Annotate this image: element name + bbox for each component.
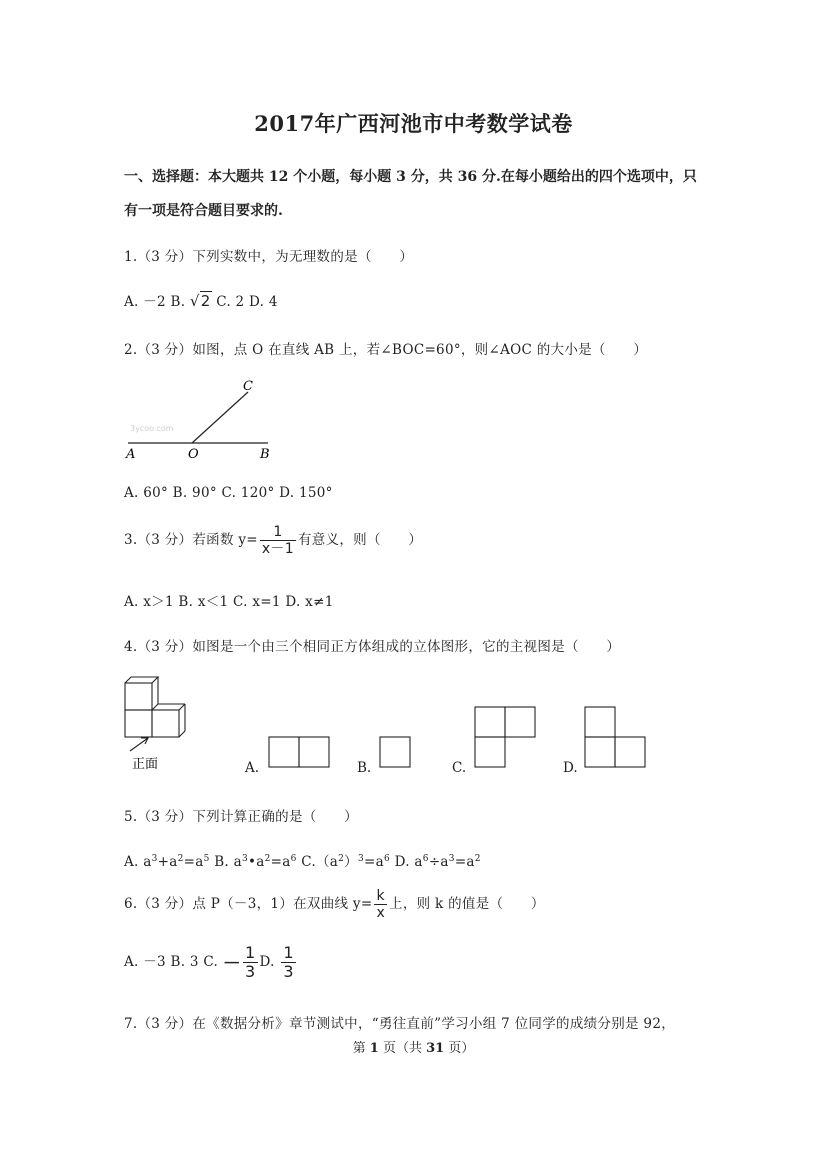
q4-option-b-label: B.	[357, 760, 372, 776]
q5-a-eq: =a	[183, 854, 204, 870]
q4-option-a-label: A.	[245, 760, 260, 776]
front-label: 正面	[132, 757, 159, 772]
q5-d-mid: ÷a	[428, 854, 449, 870]
question-1-stem: 1.（3 分）下列实数中，为无理数的是（ ）	[124, 249, 414, 265]
q3-frac-numerator: 1	[273, 524, 283, 540]
label-c: C	[243, 379, 253, 394]
footer-total-pages: 31	[426, 1041, 445, 1056]
question-6-options	[124, 944, 298, 981]
label-o: O	[188, 447, 199, 462]
q4-option-c-figure	[474, 706, 538, 770]
q3-stem-after: 有意义，则（ ）	[297, 532, 423, 548]
q6-stem-after: 上，则 k 的值是（ ）	[389, 896, 545, 912]
q5-c-exp2: 3	[357, 854, 365, 864]
q4-option-b-figure	[379, 736, 413, 770]
footer-pre: 第	[352, 1041, 370, 1056]
sqrt-symbol: √2	[189, 292, 211, 310]
question-4-stem: 4.（3 分）如图是一个由三个相同正方体组成的立体图形，它的主视图是（ ）	[124, 639, 621, 655]
q5-d-exp2: 3	[448, 854, 455, 864]
view-arrow	[130, 738, 148, 751]
question-3-stem	[124, 524, 422, 557]
q5-b-exp1: 3	[241, 854, 248, 864]
q1-option-cd-text: C. 2 D. 4	[211, 294, 278, 310]
footer-post: 页）	[444, 1041, 475, 1056]
q5-a-exp1: 3	[151, 854, 158, 864]
q3-fraction	[260, 524, 296, 557]
question-3-options: A. x＞1 B. x＜1 C. x=1 D. x≠1	[124, 594, 334, 610]
q3-stem-before: 3.（3 分）若函数 y=	[124, 532, 258, 548]
q4-solid-figure	[124, 676, 194, 776]
q6-option-c-fraction	[243, 944, 257, 981]
q6-frac-numerator: k	[376, 888, 385, 904]
question-5-stem: 5.（3 分）下列计算正确的是（ ）	[124, 809, 358, 825]
q6-c-denominator: 3	[245, 962, 256, 981]
footer-page-number: 1	[369, 1041, 379, 1056]
question-7-stem: 7.（3 分）在《数据分析》章节测试中，“勇往直前”学习小组 7 位同学的成绩分别是 92，	[124, 1016, 676, 1032]
footer-mid: 页（共	[378, 1041, 427, 1056]
q5-a-exp3: 5	[203, 854, 210, 864]
q5-a-mid: +a	[157, 854, 178, 870]
section-heading-line2: 有一项是符合题目要求的.	[124, 203, 283, 219]
q6-option-d-fraction	[281, 944, 295, 981]
q6-options-ab: A. －3 B. 3 C.	[124, 954, 223, 970]
q5-d-eq: =a	[454, 854, 475, 870]
q5-b-mid: •a	[248, 854, 265, 870]
q6-option-d-label: D.	[259, 954, 280, 970]
q6-d-numerator: 1	[283, 943, 294, 962]
question-6-stem	[124, 888, 545, 921]
q5-b-base: B. a	[209, 854, 242, 870]
q6-stem-before: 6.（3 分）点 P（－3，1）在双曲线 y=	[124, 896, 373, 912]
label-b: B	[260, 447, 270, 462]
q5-c-base: C.（a	[296, 854, 339, 870]
q5-a-exp2: 2	[177, 854, 184, 864]
q6-frac-denominator: x	[376, 905, 386, 921]
watermark: 3ycoo.com	[130, 424, 174, 433]
section-heading-line1: 一、选择题：本大题共 12 个小题，每小题 3 分，共 36 分.在每小题给出的四个选项中，只	[124, 169, 697, 185]
q6-d-denominator: 3	[283, 962, 294, 981]
q5-c-exp3: 6	[383, 854, 391, 864]
sqrt-radicand: 2	[200, 292, 211, 310]
q6-fraction	[374, 888, 387, 921]
question-5-options	[124, 850, 481, 870]
q4-option-c-label: C.	[452, 760, 467, 776]
page-title: 2017年广西河池市中考数学试卷	[254, 111, 573, 136]
q2-angle-figure	[124, 376, 284, 466]
q5-b-eq: =a	[270, 854, 291, 870]
q4-option-d-label: D.	[563, 760, 578, 776]
q5-d-exp1: 6	[422, 854, 429, 864]
ray-oc	[192, 392, 248, 443]
q5-b-exp2: 2	[264, 854, 271, 864]
question-1-options	[124, 290, 278, 310]
q4-option-d-figure	[584, 706, 648, 770]
q6-option-c-sign: －	[222, 953, 242, 975]
question-2-options: A. 60° B. 90° C. 120° D. 150°	[124, 485, 333, 501]
q1-option-ab-text: A. －2 B.	[124, 294, 190, 310]
q4-option-a-figure	[268, 736, 332, 770]
q5-c-eq: =a	[364, 854, 384, 870]
page-footer	[0, 1037, 827, 1056]
q5-c-mid: ）	[344, 854, 358, 870]
q6-c-numerator: 1	[245, 943, 256, 962]
q5-c-exp1: 2	[338, 854, 345, 864]
q5-b-exp3: 6	[290, 854, 297, 864]
q5-a-base: A. a	[124, 854, 152, 870]
q5-d-base: D. a	[390, 854, 423, 870]
q5-d-exp3: 2	[474, 854, 481, 864]
q3-frac-denominator: x－1	[261, 541, 294, 557]
label-a: A	[126, 447, 136, 462]
question-2-stem: 2.（3 分）如图，点 O 在直线 AB 上，若∠BOC=60°，则∠AOC 的大小是（ ）	[124, 342, 648, 358]
